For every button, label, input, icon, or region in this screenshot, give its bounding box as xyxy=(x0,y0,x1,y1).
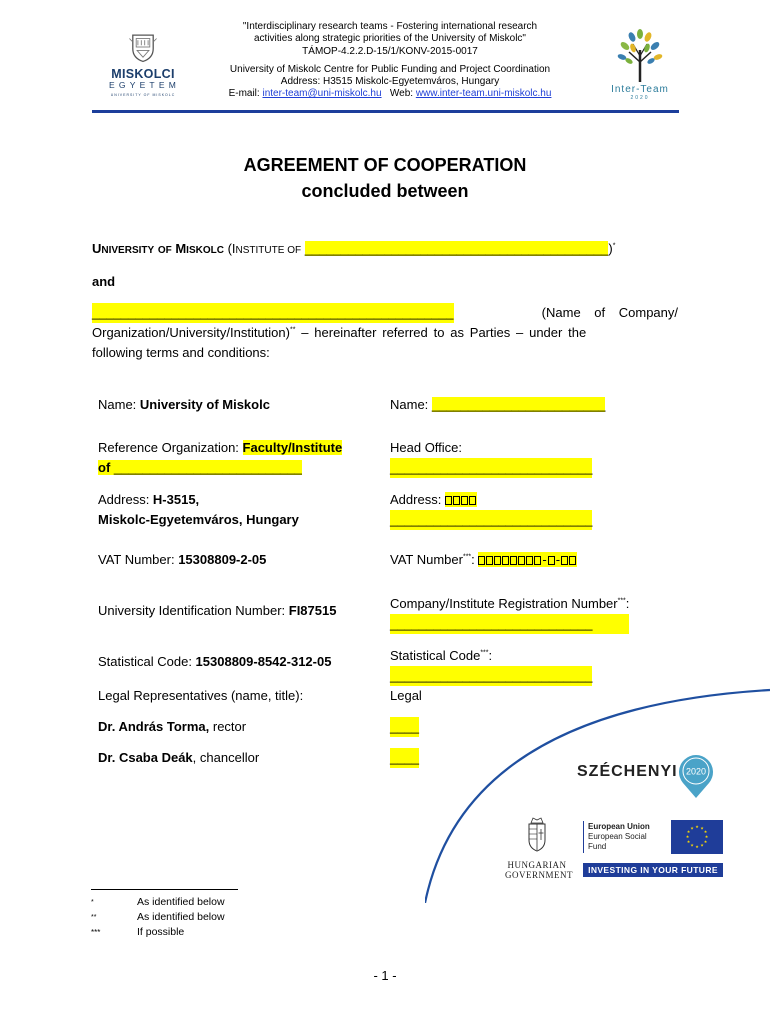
svg-text:★: ★ xyxy=(690,842,694,848)
left-rep-1: Dr. András Torma, rector xyxy=(98,719,247,734)
centre-line: University of Miskolc Centre for Public Funding and Project Coordination xyxy=(229,63,551,75)
logo-sub: EGYETEM xyxy=(109,80,180,90)
registration-blank[interactable]: ____________________________ xyxy=(390,614,629,634)
svg-text:★: ★ xyxy=(700,842,704,848)
address-boxes[interactable] xyxy=(445,492,477,507)
project-line-3: TÁMOP-4.2.2.D-15/1/KONV-2015-0017 xyxy=(302,45,478,57)
party-2-paragraph xyxy=(92,303,678,363)
inter-team-year: 2020 xyxy=(630,95,650,101)
hungarian-coat-of-arms-icon xyxy=(525,816,549,852)
svg-text:★: ★ xyxy=(695,844,699,849)
left-rep-2: Dr. Csaba Deák, chancellor xyxy=(98,750,260,765)
svg-text:★: ★ xyxy=(703,839,708,844)
contact-line xyxy=(190,88,590,100)
right-registration-row: Company/Institute Registration Number***: ____________________________ xyxy=(390,594,629,634)
right-vat-row: VAT Number***: - - xyxy=(390,550,577,570)
szechenyi-label: SZÉCHENYI xyxy=(577,763,678,780)
right-name-row: Name: ________________________ xyxy=(390,397,606,412)
svg-text:★: ★ xyxy=(686,839,691,844)
right-address-row: Address: ____________________________ xyxy=(390,490,592,530)
web-label: Web: xyxy=(389,88,416,100)
agreement-title: AGREEMENT OF COOPERATION xyxy=(243,155,527,175)
university-crest-icon xyxy=(126,30,160,64)
page-number: - 1 - xyxy=(373,968,397,983)
footnotes xyxy=(91,895,291,940)
logo-tiny: UNIVERSITY OF MISKOLC xyxy=(110,93,176,97)
stat-code-blank[interactable]: ____________________________ xyxy=(390,666,592,686)
inter-team-name: Inter-Team xyxy=(611,84,669,95)
eu-divider xyxy=(583,821,584,853)
footnote-3: *** If possible xyxy=(91,926,185,938)
project-line-2: activities along strategic priorities of the University of Miskolc" xyxy=(254,33,526,45)
project-header xyxy=(190,21,590,101)
faculty-blank[interactable]: __________________________ xyxy=(113,460,302,475)
svg-text:★: ★ xyxy=(686,829,691,834)
investing-banner: INVESTING IN YOUR FUTURE xyxy=(583,863,723,877)
svg-text:2020: 2020 xyxy=(685,766,707,777)
svg-text:★: ★ xyxy=(695,824,699,829)
tree-icon xyxy=(615,28,665,84)
head-office-blank[interactable]: ____________________________ xyxy=(390,458,592,478)
left-address-row: Address: H-3515, Miskolc-Egyetemváros, Hungary xyxy=(98,492,299,527)
address-line: Address: H3515 Miskolc-Egyetemváros, Hungary xyxy=(280,76,500,88)
party-2-line-2: Organization/University/Institution)** – hereinafter referred to as Parties – under the xyxy=(92,325,587,340)
left-reference-row: Reference Organization: Faculty/Institute of __________________________ xyxy=(98,440,343,475)
right-rep-2-blank[interactable]: ____ xyxy=(390,748,419,768)
left-uid-row: University Identification Number: FI87515 xyxy=(98,603,337,618)
footnote-2: ** As identified below xyxy=(91,911,225,923)
agreement-subtitle: concluded between xyxy=(301,181,469,201)
logo-name: MISKOLCI xyxy=(111,67,175,81)
svg-text:★: ★ xyxy=(685,834,690,839)
szechenyi-eu-overlay xyxy=(425,688,770,903)
left-name-row: Name: University of Miskolc xyxy=(98,397,270,412)
party-1-line: UNIVERSITY OF MISKOLC (INSTITUTE OF __________________________________________)* xyxy=(92,241,616,256)
left-vat-row: VAT Number: 15308809-2-05 xyxy=(98,552,267,567)
left-stat-row: Statistical Code: 15308809-8542-312-05 xyxy=(98,654,332,669)
left-legal-label: Legal Representatives (name, title): xyxy=(98,688,304,703)
email-label: E-mail: xyxy=(228,88,263,100)
svg-text:★: ★ xyxy=(700,825,704,831)
right-head-office-row: Head Office: ____________________________ xyxy=(390,438,592,478)
szechenyi-2020-badge-icon xyxy=(677,753,715,799)
svg-text:★: ★ xyxy=(704,834,709,839)
eu-text: European Union European Social Fund xyxy=(588,822,650,851)
vat-boxes[interactable]: - - xyxy=(478,552,577,567)
party-2-line-1: __________________________________________________ (Name of Company/ xyxy=(92,303,678,323)
address-blank[interactable]: ____________________________ xyxy=(390,510,592,530)
eu-flag-icon xyxy=(671,820,723,854)
project-line-1: "Interdisciplinary research teams - Fostering international research xyxy=(242,21,538,32)
institute-blank[interactable]: __________________________________________ xyxy=(304,241,609,256)
right-rep-1-blank[interactable]: ____ xyxy=(390,717,419,737)
header-divider xyxy=(92,110,679,113)
svg-text:★: ★ xyxy=(703,829,708,834)
right-legal-label: Legal xyxy=(390,688,422,703)
party-2-line-3: following terms and conditions: xyxy=(92,345,270,360)
web-link[interactable]: www.inter-team.uni-miskolc.hu xyxy=(415,88,552,100)
footnote-divider xyxy=(91,889,238,890)
company-blank[interactable]: __________________________________________________ xyxy=(92,303,454,323)
inter-team-logo xyxy=(600,28,680,101)
hungarian-government-text: HUNGARIAN GOVERNMENT xyxy=(505,860,573,880)
university-of-miskolc-logo xyxy=(104,30,182,98)
right-stat-row: Statistical Code***: ____________________________ xyxy=(390,646,592,686)
footnote-1: * As identified below xyxy=(91,896,225,908)
and-label: and xyxy=(92,274,116,289)
svg-text:★: ★ xyxy=(690,825,694,831)
partner-name-blank[interactable]: ________________________ xyxy=(431,397,606,412)
email-link[interactable]: inter-team@uni-miskolc.hu xyxy=(262,88,382,100)
